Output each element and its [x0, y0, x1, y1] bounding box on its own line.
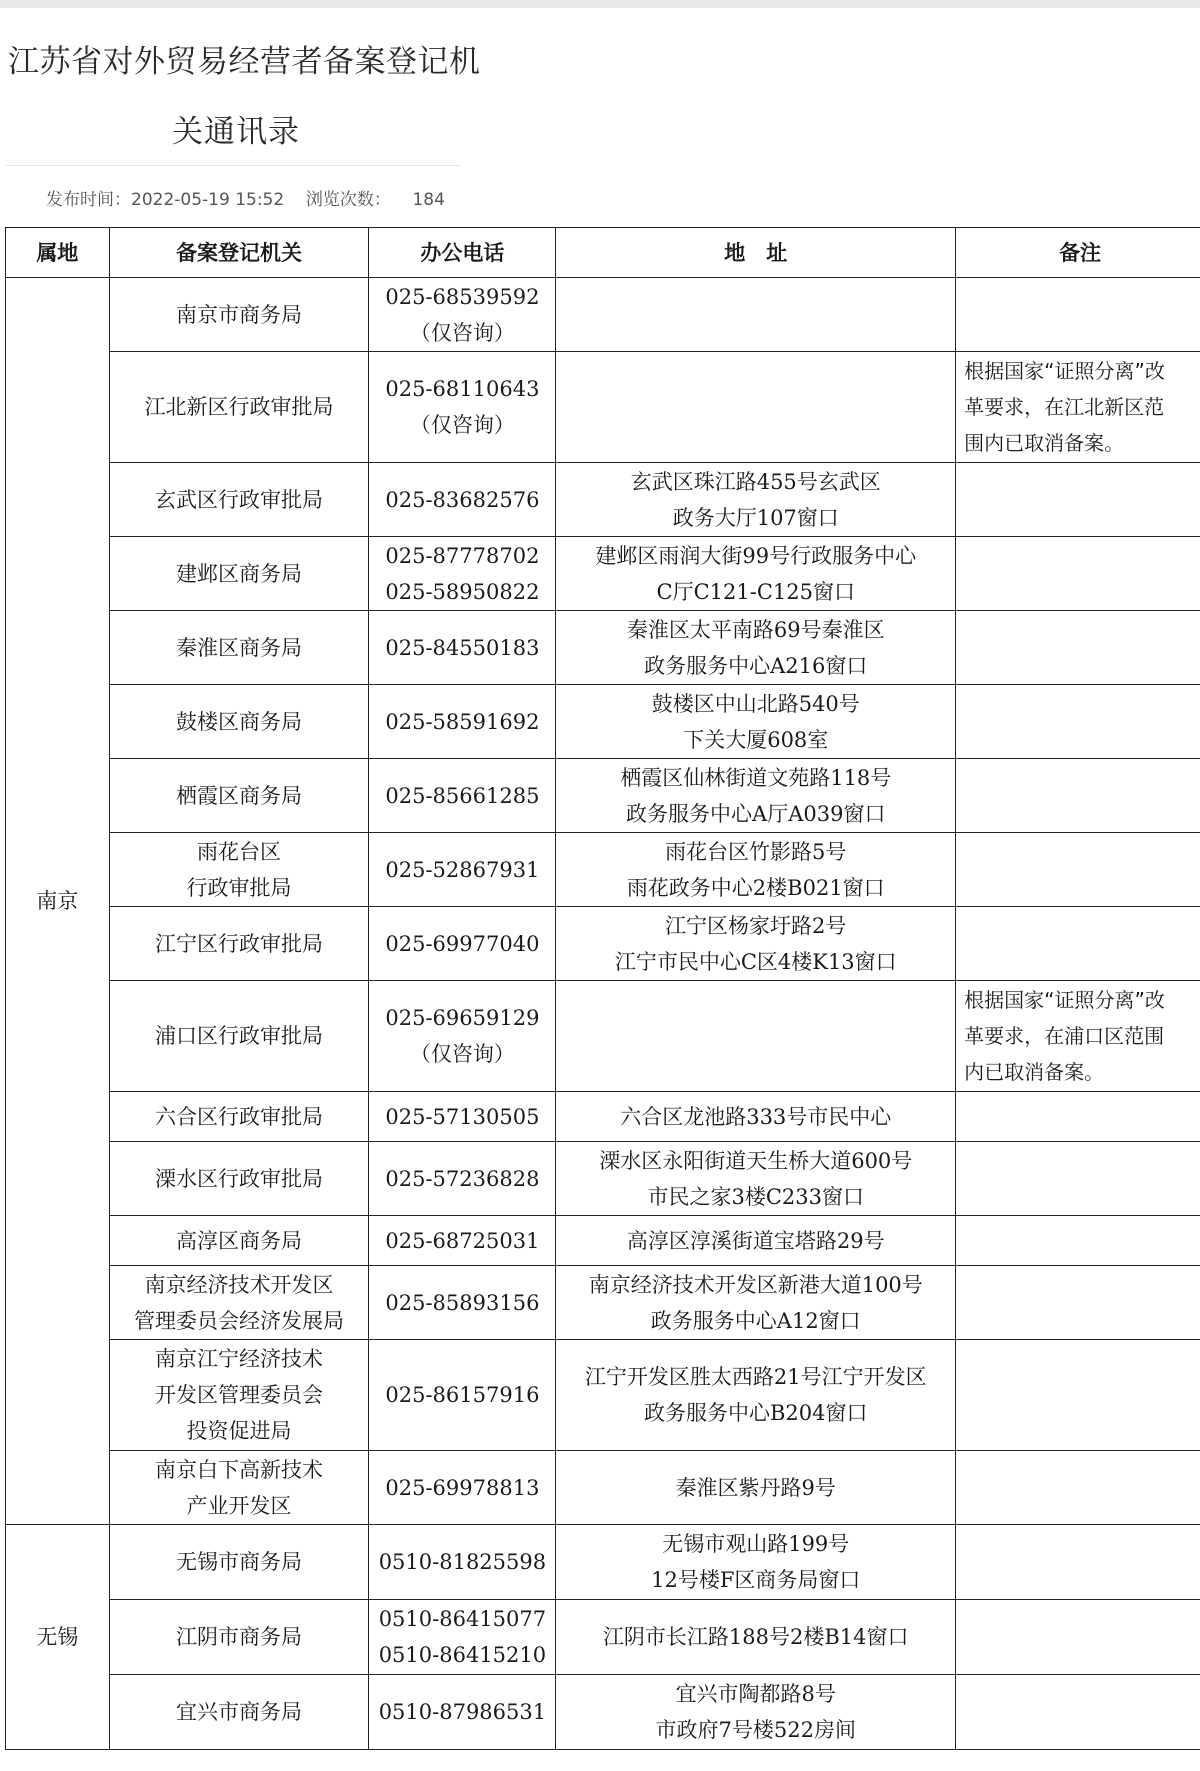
- table-row: [6, 611, 1200, 685]
- authority-line: 江北新区行政审批局: [144, 395, 334, 419]
- address-line: 江宁区杨家圩路2号: [665, 913, 847, 938]
- phone-cell: [369, 981, 556, 1092]
- authority-line: 南京市商务局: [176, 302, 303, 327]
- address-cell: [556, 1142, 956, 1216]
- authority-line: 浦口区行政审批局: [155, 1024, 324, 1048]
- address-cell: [556, 1675, 956, 1750]
- remarks-line: 围内已取消备案。: [964, 431, 1125, 455]
- phone-cell: [369, 1340, 556, 1451]
- phone-line: 025-86157916: [385, 1383, 540, 1407]
- remarks-cell: [956, 1092, 1200, 1142]
- remarks-cell: [956, 1266, 1200, 1340]
- table-row: [6, 352, 1200, 463]
- remarks-cell: [956, 1600, 1200, 1675]
- address-cell: [556, 352, 956, 463]
- authority-cell: [109, 352, 369, 463]
- phone-line: 025-68539592: [385, 284, 540, 309]
- address-cell: [556, 611, 956, 685]
- authority-line: 高淳区商务局: [176, 1228, 303, 1253]
- remarks-cell: [956, 981, 1200, 1092]
- authority-cell: [109, 278, 369, 352]
- top-bar: [0, 0, 1200, 8]
- remarks-cell: [956, 833, 1200, 907]
- phone-cell: [369, 1525, 556, 1600]
- authority-line: 建邺区商务局: [176, 561, 303, 586]
- address-cell: [556, 981, 956, 1092]
- authority-cell: [109, 1525, 369, 1600]
- table-row: [6, 1675, 1200, 1750]
- address-line: 南京经济技术开发区新港大道100号: [588, 1272, 923, 1297]
- authority-cell: [109, 981, 369, 1092]
- authority-cell: [109, 1216, 369, 1266]
- remarks-cell: [956, 611, 1200, 685]
- views-count: 184: [412, 190, 445, 210]
- phone-cell: [369, 685, 556, 759]
- address-line: 政务服务中心B204窗口: [643, 1401, 868, 1425]
- phone-line: 025-68725031: [385, 1228, 540, 1253]
- remarks-cell: [956, 685, 1200, 759]
- directory-table-container: [5, 227, 1200, 1750]
- phone-line: 025-84550183: [385, 635, 540, 660]
- address-line: 宜兴市陶都路8号: [675, 1682, 836, 1706]
- phone-cell: [369, 1266, 556, 1340]
- address-cell: [556, 1340, 956, 1451]
- authority-line: 六合区行政审批局: [155, 1104, 324, 1129]
- authority-line: 雨花台区: [197, 839, 282, 864]
- address-line: 秦淮区太平南路69号秦淮区: [626, 617, 885, 642]
- address-line: 高淳区淳溪街道宝塔路29号: [626, 1228, 885, 1253]
- table-row: [6, 1142, 1200, 1216]
- phone-line: （仅咨询）: [409, 413, 515, 437]
- authority-cell: [109, 611, 369, 685]
- region-cell: 南京: [6, 278, 110, 1525]
- address-cell: [556, 537, 956, 611]
- address-line: 下关大厦608室: [683, 727, 829, 752]
- table-row: [6, 537, 1200, 611]
- address-cell: [556, 1092, 956, 1142]
- authority-line: 管理委员会经济发展局: [134, 1308, 345, 1333]
- header-address: 地 址: [556, 228, 956, 278]
- phone-line: 0510-86415077: [378, 1607, 547, 1631]
- address-line: 江宁市民中心C区4楼K13窗口: [614, 949, 897, 974]
- remarks-cell: [956, 1525, 1200, 1600]
- authority-line: 产业开发区: [186, 1493, 292, 1518]
- title-divider: [6, 165, 460, 166]
- authority-cell: [109, 1340, 369, 1451]
- authority-line: 南京江宁经济技术: [155, 1347, 324, 1371]
- directory-table: [5, 227, 1200, 1750]
- address-line: 建邺区雨润大街99号行政服务中心: [595, 543, 917, 568]
- phone-cell: [369, 1451, 556, 1525]
- table-row: [6, 463, 1200, 537]
- authority-cell: [109, 537, 369, 611]
- authority-cell: [109, 1142, 369, 1216]
- authority-cell: [109, 1092, 369, 1142]
- phone-cell: [369, 1675, 556, 1750]
- address-cell: [556, 833, 956, 907]
- authority-line: 南京经济技术开发区: [144, 1272, 334, 1297]
- authority-cell: [109, 833, 369, 907]
- authority-cell: [109, 1266, 369, 1340]
- address-cell: [556, 1451, 956, 1525]
- phone-cell: [369, 611, 556, 685]
- table-row: [6, 1600, 1200, 1675]
- phone-cell: [369, 1092, 556, 1142]
- address-line: 秦淮区紫丹路9号: [675, 1475, 836, 1500]
- table-body: [6, 278, 1200, 1750]
- phone-line: 0510-86415210: [378, 1643, 547, 1667]
- remarks-line: 革要求，在江北新区范: [964, 395, 1165, 419]
- address-line: 溧水区永阳街道天生桥大道600号: [599, 1148, 913, 1173]
- address-line: 雨花政务中心2楼B021窗口: [626, 875, 885, 900]
- authority-cell: [109, 1600, 369, 1675]
- authority-cell: [109, 1675, 369, 1750]
- phone-line: 025-69977040: [385, 931, 540, 956]
- phone-line: （仅咨询）: [409, 1042, 515, 1066]
- address-line: 政务服务中心A216窗口: [644, 653, 868, 678]
- phone-cell: [369, 1216, 556, 1266]
- table-row: [6, 1525, 1200, 1600]
- address-line: 江阴市长江路188号2楼B14窗口: [602, 1625, 909, 1649]
- address-cell: [556, 463, 956, 537]
- address-cell: [556, 907, 956, 981]
- table-row: [6, 1266, 1200, 1340]
- table-row: [6, 1092, 1200, 1142]
- remarks-line: 根据国家“证照分离”改: [964, 988, 1165, 1012]
- authority-line: 栖霞区商务局: [176, 783, 303, 808]
- phone-line: 025-52867931: [385, 857, 540, 882]
- table-row: [6, 1451, 1200, 1525]
- page-title-line-1: 江苏省对外贸易经营者备案登记机: [8, 44, 481, 80]
- phone-line: 0510-81825598: [378, 1550, 547, 1574]
- phone-cell: [369, 278, 556, 352]
- address-line: 市民之家3楼C233窗口: [647, 1184, 864, 1209]
- address-cell: [556, 278, 956, 352]
- authority-cell: [109, 685, 369, 759]
- authority-line: 玄武区行政审批局: [155, 487, 324, 512]
- remarks-line: 根据国家“证照分离”改: [964, 359, 1165, 383]
- authority-line: 开发区管理委员会: [155, 1383, 324, 1407]
- phone-cell: [369, 1142, 556, 1216]
- remarks-cell: [956, 352, 1200, 463]
- phone-line: 025-57236828: [385, 1166, 540, 1191]
- header-phone: 办公电话: [369, 228, 556, 278]
- phone-cell: [369, 463, 556, 537]
- address-line: 江宁开发区胜太西路21号江宁开发区: [584, 1365, 927, 1389]
- address-cell: [556, 685, 956, 759]
- table-row: [6, 1216, 1200, 1266]
- phone-cell: [369, 759, 556, 833]
- phone-line: 025-68110643: [385, 377, 540, 401]
- remarks-cell: [956, 463, 1200, 537]
- authority-cell: [109, 463, 369, 537]
- header-region: 属地: [6, 228, 110, 278]
- address-line: 12号楼F区商务局窗口: [651, 1568, 861, 1592]
- address-line: 雨花台区竹影路5号: [665, 839, 847, 864]
- phone-line: 025-58591692: [385, 709, 540, 734]
- table-row: [6, 981, 1200, 1092]
- address-cell: [556, 1600, 956, 1675]
- authority-line: 溧水区行政审批局: [155, 1166, 324, 1191]
- phone-line: 025-69978813: [385, 1475, 540, 1500]
- phone-line: 0510-87986531: [378, 1700, 547, 1724]
- authority-cell: [109, 1451, 369, 1525]
- views-label: 浏览次数：: [305, 190, 391, 210]
- table-row: [6, 907, 1200, 981]
- remarks-cell: [956, 907, 1200, 981]
- remarks-line: 革要求，在浦口区范围: [964, 1024, 1165, 1048]
- phone-cell: [369, 352, 556, 463]
- phone-line: 025-85893156: [385, 1290, 540, 1315]
- authority-cell: [109, 907, 369, 981]
- authority-line: 江宁区行政审批局: [155, 931, 324, 956]
- phone-cell: [369, 537, 556, 611]
- address-cell: [556, 759, 956, 833]
- authority-line: 投资促进局: [186, 1419, 292, 1443]
- authority-cell: [109, 759, 369, 833]
- phone-line: 025-58950822: [385, 579, 540, 604]
- address-line: C厅C121-C125窗口: [656, 579, 855, 604]
- authority-line: 鼓楼区商务局: [176, 709, 303, 734]
- article-meta: [46, 185, 445, 210]
- address-line: 市政府7号楼522房间: [655, 1718, 856, 1742]
- page-title-line-2: 关通讯录: [172, 114, 300, 150]
- table-row: [6, 278, 1200, 352]
- authority-line: 江阴市商务局: [176, 1625, 303, 1649]
- phone-line: 025-85661285: [385, 783, 540, 808]
- address-cell: [556, 1525, 956, 1600]
- phone-cell: [369, 833, 556, 907]
- remarks-cell: [956, 278, 1200, 352]
- address-line: 鼓楼区中山北路540号: [651, 691, 860, 716]
- authority-line: 宜兴市商务局: [176, 1700, 303, 1724]
- address-line: 政务大厅107窗口: [672, 505, 839, 530]
- table-header-row: [6, 228, 1200, 278]
- address-line: 玄武区珠江路455号玄武区: [630, 469, 881, 494]
- authority-line: 秦淮区商务局: [176, 635, 303, 660]
- header-authority: 备案登记机关: [109, 228, 369, 278]
- remarks-cell: [956, 1675, 1200, 1750]
- phone-line: 025-83682576: [385, 487, 540, 512]
- authority-line: 南京白下高新技术: [155, 1457, 324, 1482]
- remarks-cell: [956, 1340, 1200, 1451]
- remarks-cell: [956, 1216, 1200, 1266]
- phone-cell: [369, 1600, 556, 1675]
- phone-line: 025-57130505: [385, 1104, 540, 1129]
- remarks-line: 内已取消备案。: [964, 1060, 1105, 1084]
- address-cell: [556, 1216, 956, 1266]
- phone-line: （仅咨询）: [409, 320, 515, 345]
- remarks-cell: [956, 537, 1200, 611]
- address-line: 栖霞区仙林街道文苑路118号: [620, 765, 892, 790]
- address-line: 政务服务中心A厅A039窗口: [626, 801, 886, 826]
- address-cell: [556, 1266, 956, 1340]
- remarks-cell: [956, 759, 1200, 833]
- authority-line: 无锡市商务局: [176, 1550, 303, 1574]
- table-row: [6, 685, 1200, 759]
- phone-line: 025-69659129: [385, 1006, 540, 1030]
- region-cell: 无锡: [6, 1525, 110, 1750]
- address-line: 政务服务中心A12窗口: [650, 1308, 861, 1333]
- phone-line: 025-87778702: [385, 543, 540, 568]
- table-row: [6, 833, 1200, 907]
- remarks-cell: [956, 1142, 1200, 1216]
- remarks-cell: [956, 1451, 1200, 1525]
- authority-line: 行政审批局: [186, 875, 292, 900]
- address-line: 六合区龙池路333号市民中心: [620, 1104, 892, 1129]
- phone-cell: [369, 907, 556, 981]
- address-line: 无锡市观山路199号: [662, 1532, 850, 1556]
- header-remarks: 备注: [956, 228, 1200, 278]
- table-row: [6, 759, 1200, 833]
- publish-time: 发布时间：2022-05-19 15:52: [46, 190, 285, 210]
- table-row: [6, 1340, 1200, 1451]
